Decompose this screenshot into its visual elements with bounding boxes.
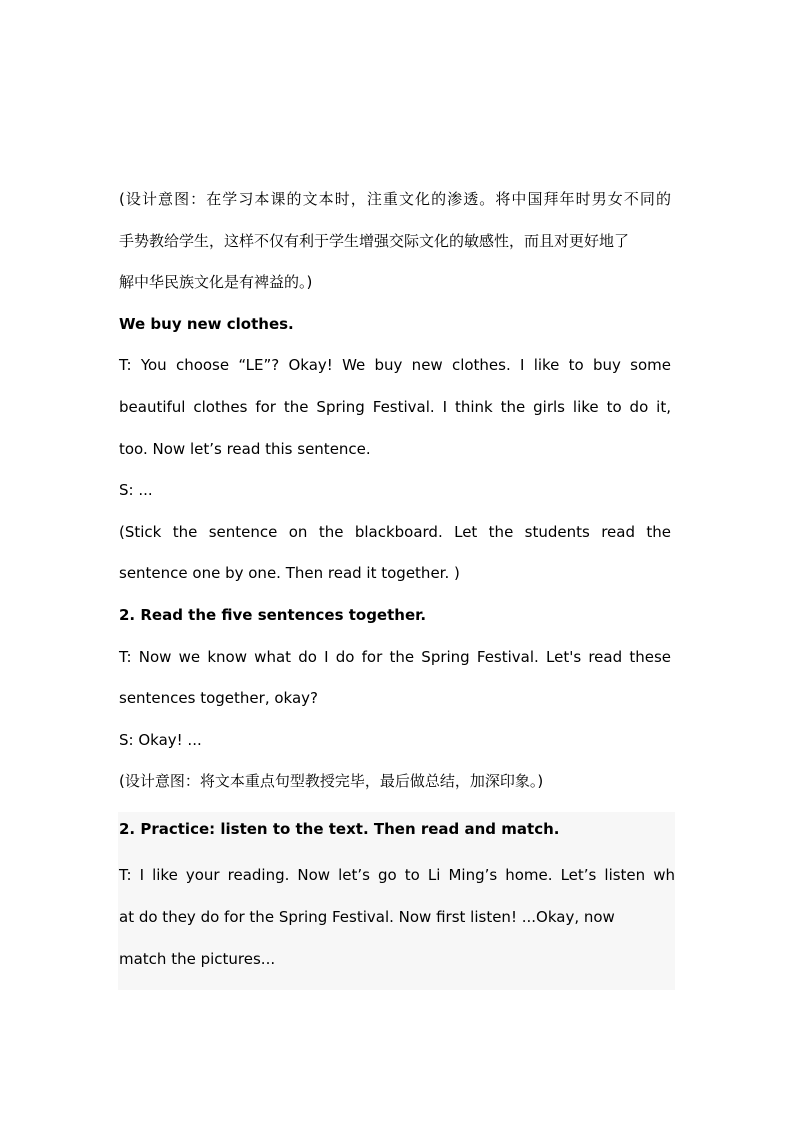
section-heading-read-sentences: 2. Read the five sentences together. <box>119 605 427 624</box>
document-page <box>119 188 675 990</box>
teacher-line-3: too. Now let’s read this sentence. <box>119 439 371 458</box>
instruction-line-1: (Stick the sentence on the blackboard. Let the students read the <box>119 522 671 541</box>
practice-teacher-line-3: match the pictures... <box>119 949 276 968</box>
teacher-line-2: beautiful clothes for the Spring Festival. I think the girls like to do it, <box>119 397 671 416</box>
practice-teacher-line-1: T: I like your reading. Now let’s go to Li Ming’s home. Let’s listen wh <box>119 865 675 884</box>
design-intent-summary-line: (设计意图：将文本重点句型教授完毕，最后做总结，加深印象。) <box>119 772 544 791</box>
practice-teacher-line-2: at do they do for the Spring Festival. Now first listen! ...Okay, now <box>119 907 615 926</box>
section-heading-practice: 2. Practice: listen to the text. Then read and match. <box>119 819 560 838</box>
teacher-line-1: T: You choose “LE”? Okay! We buy new clothes. I like to buy some <box>119 356 671 375</box>
design-intent-line-3: 解中华民族文化是有裨益的。) <box>119 273 313 292</box>
instruction-line-2: sentence one by one. Then read it together. ) <box>119 564 460 583</box>
design-intent-line-2: 手势教给学生，这样不仅有利于学生增强交际文化的敏感性，而且对更好地了 <box>119 231 630 250</box>
design-intent-line-1: (设计意图：在学习本课的文本时，注重文化的渗透。将中国拜年时男女不同的 <box>119 190 671 208</box>
student-reply-line: S: Okay! ... <box>119 730 202 749</box>
practice-block <box>118 812 675 990</box>
section-heading-new-clothes: We buy new clothes. <box>119 314 294 333</box>
student-line: S: ... <box>119 481 153 500</box>
teacher-line-5: sentences together, okay? <box>119 689 318 708</box>
teacher-line-4: T: Now we know what do I do for the Spring Festival. Let's read these <box>119 647 671 666</box>
